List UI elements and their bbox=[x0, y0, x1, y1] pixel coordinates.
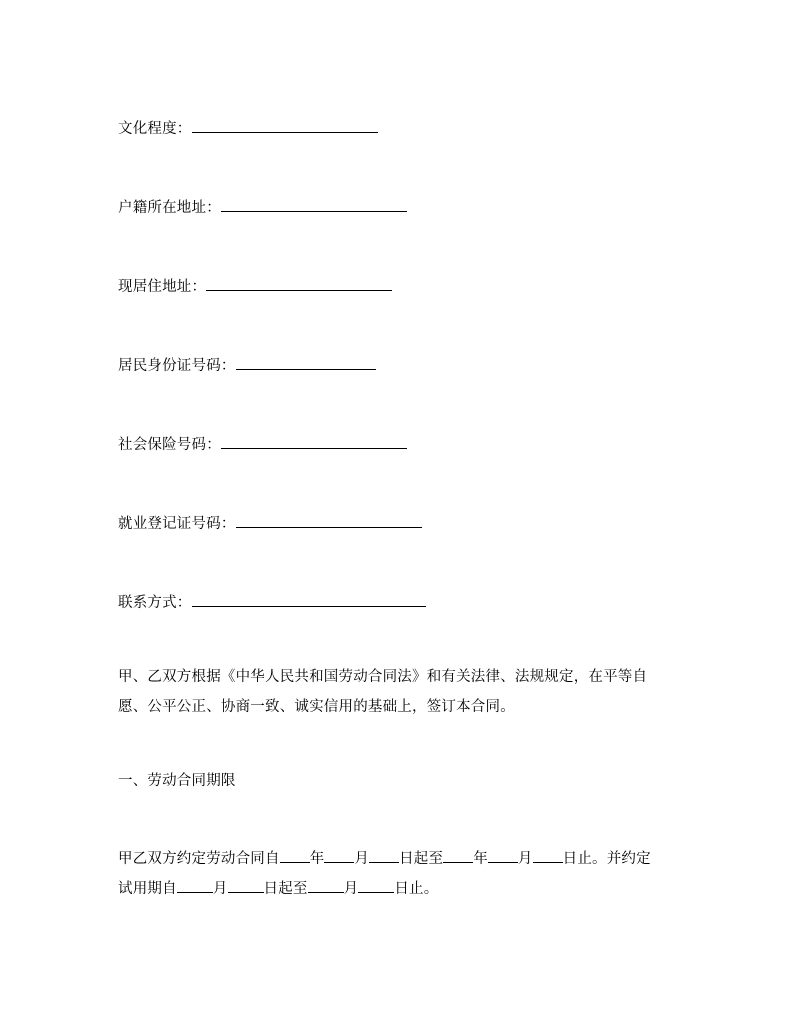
probation-text-5: 日止。 bbox=[394, 881, 439, 897]
contact-blank[interactable] bbox=[192, 592, 426, 607]
contact-label: 联系方式： bbox=[118, 595, 192, 611]
intro-line-2: 愿、公平公正、协商一致、诚实信用的基础上，签订本合同。 bbox=[118, 699, 515, 715]
term-text-6: 月 bbox=[517, 851, 533, 867]
education-label: 文化程度： bbox=[118, 121, 192, 137]
contact-field bbox=[118, 592, 426, 613]
residence-registration-field bbox=[118, 197, 407, 218]
term-text-5: 年 bbox=[473, 851, 488, 867]
end-year-blank[interactable] bbox=[443, 848, 473, 863]
probation-start-month-blank[interactable] bbox=[177, 878, 213, 893]
probation-end-day-blank[interactable] bbox=[358, 878, 394, 893]
end-day-blank[interactable] bbox=[533, 848, 563, 863]
social-security-blank[interactable] bbox=[221, 434, 407, 449]
current-address-field bbox=[118, 276, 392, 297]
social-security-field bbox=[118, 434, 407, 455]
id-number-blank[interactable] bbox=[236, 355, 376, 370]
education-field bbox=[118, 118, 378, 139]
start-day-blank[interactable] bbox=[369, 848, 399, 863]
probation-text-3: 日起至 bbox=[263, 881, 308, 897]
end-month-blank[interactable] bbox=[488, 848, 518, 863]
id-number-field bbox=[118, 355, 376, 376]
employment-registration-blank[interactable] bbox=[236, 513, 422, 528]
residence-registration-label: 户籍所在地址： bbox=[118, 200, 221, 216]
id-number-label: 居民身份证号码： bbox=[118, 358, 236, 374]
current-address-label: 现居住地址： bbox=[118, 279, 207, 295]
contract-term-row-1 bbox=[118, 844, 683, 874]
term-text-4: 日起至 bbox=[399, 851, 444, 867]
start-year-blank[interactable] bbox=[280, 848, 310, 863]
probation-end-month-blank[interactable] bbox=[308, 878, 344, 893]
term-text-7: 日止。并约定 bbox=[562, 851, 651, 867]
probation-start-day-blank[interactable] bbox=[228, 878, 264, 893]
term-text-3: 月 bbox=[354, 851, 370, 867]
probation-text-4: 月 bbox=[343, 881, 359, 897]
employment-registration-label: 就业登记证号码： bbox=[118, 516, 236, 532]
current-address-blank[interactable] bbox=[206, 276, 392, 291]
intro-line-1: 甲、乙双方根据《中华人民共和国劳动合同法》和有关法律、法规规定，在平等自 bbox=[118, 669, 648, 685]
residence-registration-blank[interactable] bbox=[221, 197, 407, 212]
social-security-label: 社会保险号码： bbox=[118, 437, 221, 453]
start-month-blank[interactable] bbox=[324, 848, 354, 863]
probation-text-1: 试用期自 bbox=[118, 881, 177, 897]
intro-paragraph bbox=[118, 662, 683, 722]
term-text-1: 甲乙双方约定劳动合同自 bbox=[118, 851, 280, 867]
employment-registration-field bbox=[118, 513, 422, 534]
contract-term-paragraph bbox=[118, 844, 683, 904]
education-blank[interactable] bbox=[192, 118, 378, 133]
probation-text-2: 月 bbox=[212, 881, 228, 897]
term-text-2: 年 bbox=[309, 851, 325, 867]
contract-term-row-2 bbox=[118, 874, 683, 904]
section-heading: 一、劳动合同期限 bbox=[118, 773, 236, 789]
